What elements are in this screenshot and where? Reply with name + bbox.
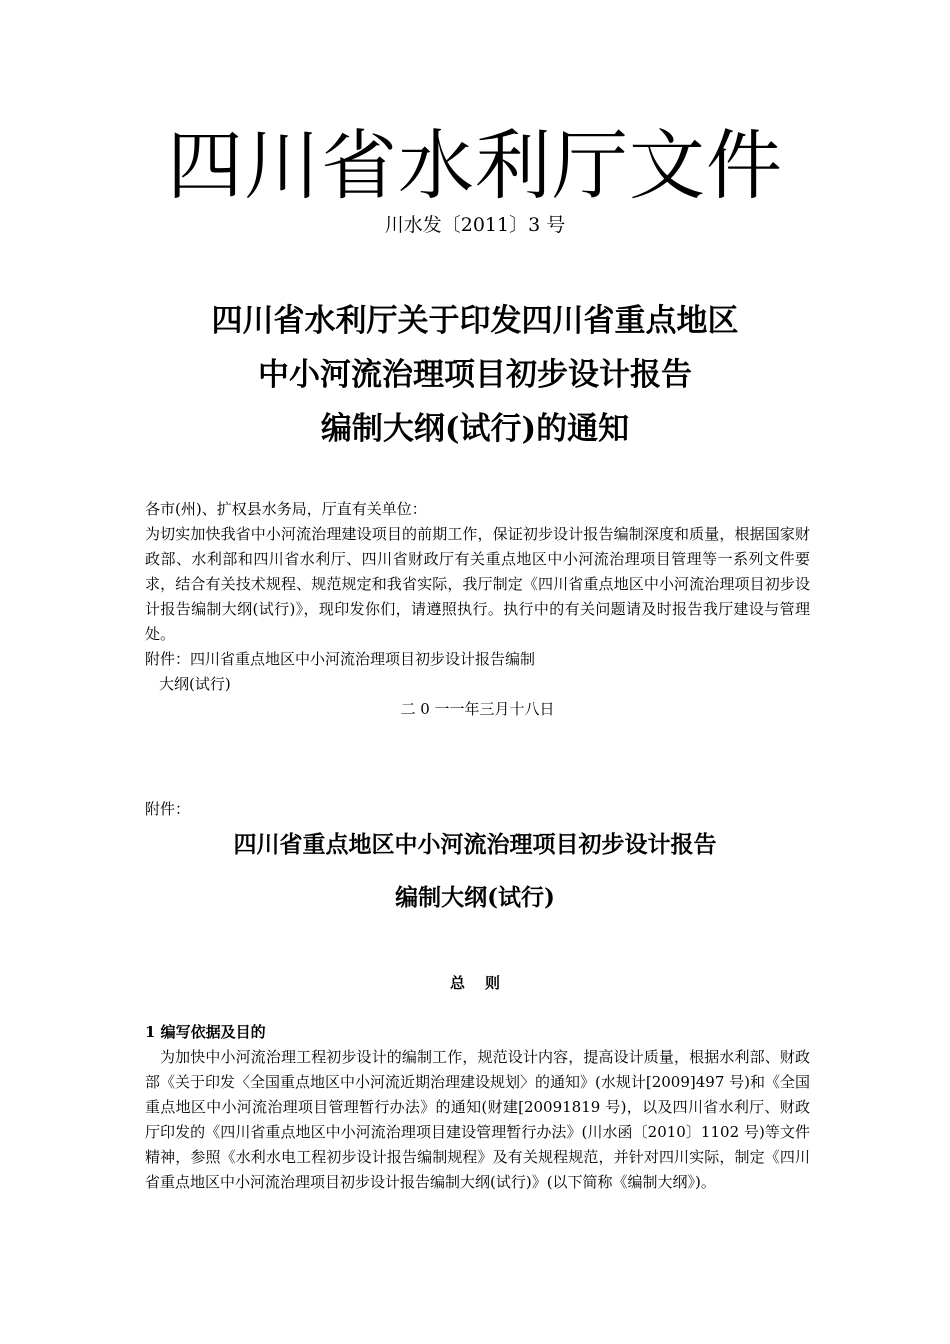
document-number: 川水发〔2011〕3 号 [384,214,566,236]
notice-title [0,294,950,456]
attachment-line-continued: 大纲(试行) [159,675,231,693]
notice-title-line-1: 四川省水利厅关于印发四川省重点地区 [211,303,739,339]
notice-title-line-2: 中小河流治理项目初步设计报告 [258,357,692,393]
attachment-line: 附件：四川省重点地区中小河流治理项目初步设计报告编制 [145,650,536,668]
salutation: 各市(州)、扩权县水务局，厅直有关单位： [145,500,427,518]
document-header-title: 四川省水利厅文件 [167,121,783,210]
outline-title-line-2: 编制大纲(试行) [395,884,555,911]
notice-title-line-3: 编制大纲(试行)的通知 [320,411,630,447]
outline-title-line-1: 四川省重点地区中小河流治理项目初步设计报告 [233,831,717,858]
section-1-heading: 1 编写依据及目的 [145,1023,266,1041]
general-principles-heading: 总则 [449,974,520,992]
section-1-paragraph: 为加快中小河流治理工程初步设计的编制工作，规范设计内容，提高设计质量，根据水利部、财政部《关于印发〈全国重点地区中小河流近期治理建设规划〉的通知》(水规计[2009]497 号)和《全国重点地区中小河流治理项目管理暂行办法》的通知(财建[20091819 号)，以及四川省水利厅、财政厅印发的《四川省重点地区中小河流治理项目建设管理暂行办法》(川水函〔2010〕1102 号)等文件精神，参照《水利水电工程初步设计报告编制规程》及有关规程规范，并针对四川实际，制定《四川省重点地区中小河流治理项目初步设计报告编制大纲(试行)》(以下简称《编制大纲》)。 [145,1048,810,1191]
attachment-label: 附件： [145,800,191,818]
issue-date: 二 0 一一年三月十八日 [400,700,555,718]
body-paragraph: 为切实加快我省中小河流治理建设项目的前期工作，保证初步设计报告编制深度和质量，根据国家财政部、水利部和四川省水利厅、四川省财政厅有关重点地区中小河流治理项目管理等一系列文件要求，结合有关技术规程、规范规定和我省实际，我厅制定《四川省重点地区中小河流治理项目初步设计报告编制大纲(试行)》，现印发你们，请遵照执行。执行中的有关问题请及时报告我厅建设与管理处。 [145,525,810,643]
